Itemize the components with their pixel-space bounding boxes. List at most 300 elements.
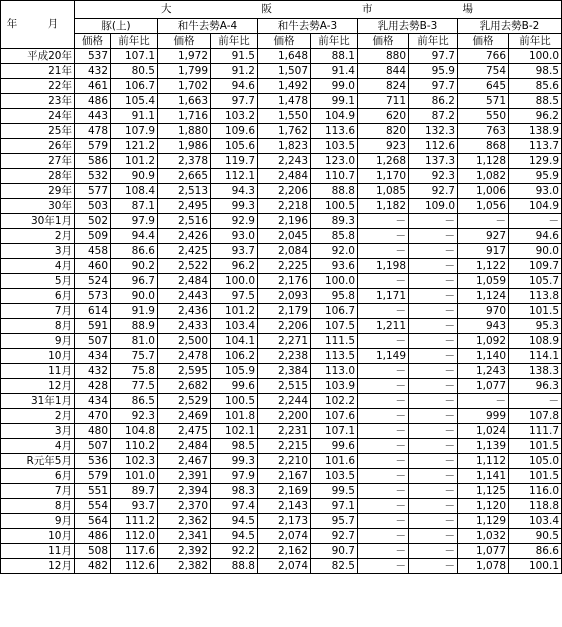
yoy-cell: 108.4 — [111, 184, 158, 199]
yoy-cell: 102.2 — [311, 394, 358, 409]
price-cell: 508 — [75, 544, 111, 559]
price-cell: － — [358, 394, 409, 409]
price-cell: 917 — [458, 244, 509, 259]
yoy-cell: 86.5 — [111, 394, 158, 409]
price-cell: 763 — [458, 124, 509, 139]
yoy-cell: 101.2 — [111, 154, 158, 169]
yoy-cell: 100.0 — [311, 274, 358, 289]
price-cell: 1,972 — [158, 49, 211, 64]
price-cell: 1,006 — [458, 184, 509, 199]
yoy-cell: 108.9 — [509, 334, 562, 349]
yoy-cell: － — [409, 469, 458, 484]
row-label: 7月 — [1, 304, 75, 319]
yoy-cell: 103.4 — [509, 514, 562, 529]
price-cell: － — [358, 454, 409, 469]
row-label: 12月 — [1, 379, 75, 394]
price-cell: 1,171 — [358, 289, 409, 304]
price-cell: 2,513 — [158, 184, 211, 199]
yoy-cell: － — [409, 214, 458, 229]
yoy-cell: 97.7 — [409, 49, 458, 64]
price-cell: 923 — [358, 139, 409, 154]
price-cell: 2,215 — [258, 439, 311, 454]
yoy-cell: － — [509, 214, 562, 229]
price-cell: 2,196 — [258, 214, 311, 229]
price-cell: 2,074 — [258, 559, 311, 574]
price-cell: 2,475 — [158, 424, 211, 439]
market-char: 市 — [362, 3, 375, 15]
yoy-cell: － — [409, 559, 458, 574]
price-cell: 2,341 — [158, 529, 211, 544]
yoy-cell: 93.7 — [111, 499, 158, 514]
price-cell: 1,663 — [158, 94, 211, 109]
price-cell: 2,391 — [158, 469, 211, 484]
price-cell: 880 — [358, 49, 409, 64]
yoy-cell: － — [409, 244, 458, 259]
yoy-cell: 92.9 — [211, 214, 258, 229]
price-cell: 579 — [75, 469, 111, 484]
price-cell: 1,059 — [458, 274, 509, 289]
row-label: 24年 — [1, 109, 75, 124]
price-cell: 1,478 — [258, 94, 311, 109]
price-cell: 524 — [75, 274, 111, 289]
price-cell: 2,271 — [258, 334, 311, 349]
price-cell: 2,467 — [158, 454, 211, 469]
table-row — [1, 244, 562, 259]
price-cell: 2,484 — [258, 169, 311, 184]
table-row — [1, 454, 562, 469]
price-cell: 1,986 — [158, 139, 211, 154]
yoy-cell: 99.6 — [211, 379, 258, 394]
price-cell: 2,665 — [158, 169, 211, 184]
yoy-cell: 80.5 — [111, 64, 158, 79]
price-cell: － — [358, 484, 409, 499]
price-cell: 2,243 — [258, 154, 311, 169]
price-cell: 2,478 — [158, 349, 211, 364]
table-row — [1, 529, 562, 544]
group-header: 豚(上) — [75, 19, 158, 34]
price-col-header: 価格 — [75, 34, 111, 49]
price-cell: 537 — [75, 49, 111, 64]
yoy-cell: 106.2 — [211, 349, 258, 364]
yoy-cell: － — [409, 544, 458, 559]
yoy-cell: 107.6 — [311, 409, 358, 424]
price-cell: 2,378 — [158, 154, 211, 169]
market-char: 阪 — [261, 3, 274, 15]
yoy-cell: － — [409, 529, 458, 544]
table-row — [1, 229, 562, 244]
row-label: R元年5月 — [1, 454, 75, 469]
yoy-cell: 94.4 — [111, 229, 158, 244]
table-row — [1, 349, 562, 364]
yoy-cell: 94.6 — [211, 79, 258, 94]
price-cell: － — [358, 424, 409, 439]
yoy-cell: 96.2 — [211, 259, 258, 274]
price-cell: 1,507 — [258, 64, 311, 79]
yoy-col-header: 前年比 — [111, 34, 158, 49]
price-col-header: 価格 — [458, 34, 509, 49]
yoy-cell: 82.5 — [311, 559, 358, 574]
yoy-cell: 100.1 — [509, 559, 562, 574]
yoy-cell: 97.7 — [409, 79, 458, 94]
yoy-cell: 102.3 — [111, 454, 158, 469]
yoy-cell: 87.2 — [409, 109, 458, 124]
yoy-cell: 92.7 — [409, 184, 458, 199]
row-label: 4月 — [1, 439, 75, 454]
price-cell: 2,682 — [158, 379, 211, 394]
yoy-cell: － — [409, 334, 458, 349]
price-cell: 1,139 — [458, 439, 509, 454]
price-cell: 461 — [75, 79, 111, 94]
price-cell: 482 — [75, 559, 111, 574]
yoy-cell: 101.0 — [111, 469, 158, 484]
price-cell: 434 — [75, 394, 111, 409]
price-cell: 1,124 — [458, 289, 509, 304]
price-cell: 1,170 — [358, 169, 409, 184]
price-cell: 970 — [458, 304, 509, 319]
price-cell: 507 — [75, 334, 111, 349]
yoy-cell: － — [409, 349, 458, 364]
yoy-cell: 97.1 — [311, 499, 358, 514]
table-row — [1, 79, 562, 94]
row-label: 2月 — [1, 409, 75, 424]
yoy-cell: 105.9 — [211, 364, 258, 379]
yoy-cell: 88.5 — [509, 94, 562, 109]
price-cell: 1,182 — [358, 199, 409, 214]
group-header: 乳用去勢B-2 — [458, 19, 562, 34]
yoy-cell: 96.2 — [509, 109, 562, 124]
table-row — [1, 514, 562, 529]
yoy-cell: 101.5 — [509, 469, 562, 484]
yoy-cell: 103.5 — [311, 469, 358, 484]
price-cell: 2,433 — [158, 319, 211, 334]
price-cell: 1,056 — [458, 199, 509, 214]
yoy-cell: 89.3 — [311, 214, 358, 229]
yoy-cell: 89.7 — [111, 484, 158, 499]
yoy-cell: 111.2 — [111, 514, 158, 529]
price-cell: 2,093 — [258, 289, 311, 304]
price-cell: 509 — [75, 229, 111, 244]
price-cell: － — [358, 334, 409, 349]
row-label: 26年 — [1, 139, 75, 154]
price-cell: 532 — [75, 169, 111, 184]
yoy-cell: － — [409, 439, 458, 454]
price-cell: 943 — [458, 319, 509, 334]
price-cell: 614 — [75, 304, 111, 319]
yoy-cell: 98.5 — [211, 439, 258, 454]
row-label: 4月 — [1, 259, 75, 274]
yoy-cell: 88.8 — [211, 559, 258, 574]
yoy-cell: 129.9 — [509, 154, 562, 169]
price-cell: 2,045 — [258, 229, 311, 244]
yoy-cell: 113.5 — [311, 349, 358, 364]
yoy-cell: 92.2 — [211, 544, 258, 559]
table-row — [1, 439, 562, 454]
price-cell: 2,436 — [158, 304, 211, 319]
price-cell: － — [358, 229, 409, 244]
price-cell: 1,085 — [358, 184, 409, 199]
price-cell: － — [358, 409, 409, 424]
price-cell: 2,200 — [258, 409, 311, 424]
price-cell: 820 — [358, 124, 409, 139]
price-cell: 2,394 — [158, 484, 211, 499]
yoy-cell: 95.7 — [311, 514, 358, 529]
market-char: 大 — [161, 3, 174, 15]
yoy-cell: 112.6 — [409, 139, 458, 154]
table-row — [1, 559, 562, 574]
yoy-cell: 103.5 — [311, 139, 358, 154]
row-label: 10月 — [1, 349, 75, 364]
yoy-cell: 92.7 — [311, 529, 358, 544]
price-cell: 1,198 — [358, 259, 409, 274]
yoy-cell: 99.3 — [211, 454, 258, 469]
yoy-cell: 77.5 — [111, 379, 158, 394]
table-row — [1, 274, 562, 289]
table-row — [1, 169, 562, 184]
price-cell: 2,210 — [258, 454, 311, 469]
yoy-cell: － — [409, 289, 458, 304]
yoy-cell: 97.4 — [211, 499, 258, 514]
yoy-col-header: 前年比 — [311, 34, 358, 49]
yoy-cell: 112.0 — [111, 529, 158, 544]
price-cell: 2,143 — [258, 499, 311, 514]
yoy-cell: 94.5 — [211, 514, 258, 529]
yoy-cell: 85.8 — [311, 229, 358, 244]
row-label: 29年 — [1, 184, 75, 199]
group-header: 乳用去勢B-3 — [358, 19, 458, 34]
row-label: 12月 — [1, 559, 75, 574]
price-cell: 554 — [75, 499, 111, 514]
price-cell: 1,120 — [458, 499, 509, 514]
yoy-cell: 97.5 — [211, 289, 258, 304]
yoy-cell: 95.8 — [311, 289, 358, 304]
price-cell: 2,595 — [158, 364, 211, 379]
yoy-cell: － — [409, 454, 458, 469]
yoy-cell: － — [409, 229, 458, 244]
price-cell: 428 — [75, 379, 111, 394]
price-cell: 2,382 — [158, 559, 211, 574]
yoy-cell: 85.6 — [509, 79, 562, 94]
price-cell: 2,515 — [258, 379, 311, 394]
yoy-cell: 96.3 — [509, 379, 562, 394]
row-label: 11月 — [1, 364, 75, 379]
price-cell: 2,167 — [258, 469, 311, 484]
price-cell: － — [458, 394, 509, 409]
row-label: 22年 — [1, 79, 75, 94]
price-cell: 1,141 — [458, 469, 509, 484]
yoy-cell: 91.9 — [111, 304, 158, 319]
price-cell: 551 — [75, 484, 111, 499]
yoy-cell: － — [409, 514, 458, 529]
yoy-cell: 109.0 — [409, 199, 458, 214]
yoy-cell: 91.1 — [111, 109, 158, 124]
yoy-cell: － — [409, 304, 458, 319]
price-cell: 2,206 — [258, 184, 311, 199]
price-cell: 1,702 — [158, 79, 211, 94]
price-cell: 766 — [458, 49, 509, 64]
price-cell: 1,092 — [458, 334, 509, 349]
yoy-cell: 101.6 — [311, 454, 358, 469]
yoy-cell: 100.5 — [211, 394, 258, 409]
yoy-cell: 97.9 — [111, 214, 158, 229]
price-cell: 2,392 — [158, 544, 211, 559]
price-cell: 1,077 — [458, 379, 509, 394]
row-label: 8月 — [1, 319, 75, 334]
price-cell: 2,500 — [158, 334, 211, 349]
table-row — [1, 124, 562, 139]
yoy-cell: 109.7 — [509, 259, 562, 274]
yoy-cell: 106.7 — [111, 79, 158, 94]
price-cell: － — [358, 274, 409, 289]
yoy-cell: 101.8 — [211, 409, 258, 424]
price-cell: 2,426 — [158, 229, 211, 244]
row-label: 28年 — [1, 169, 75, 184]
table-row — [1, 94, 562, 109]
table-row — [1, 394, 562, 409]
price-cell: 458 — [75, 244, 111, 259]
yoy-cell: 92.3 — [409, 169, 458, 184]
yoy-cell: 75.7 — [111, 349, 158, 364]
table-row — [1, 364, 562, 379]
yoy-cell: 95.9 — [509, 169, 562, 184]
price-col-header: 価格 — [258, 34, 311, 49]
table-row — [1, 184, 562, 199]
yoy-cell: 86.6 — [509, 544, 562, 559]
price-cell: 1,716 — [158, 109, 211, 124]
yoy-cell: 86.2 — [409, 94, 458, 109]
market-header — [75, 1, 562, 19]
yoy-cell: － — [409, 409, 458, 424]
row-label: 9月 — [1, 334, 75, 349]
yoy-cell: 105.4 — [111, 94, 158, 109]
yoy-cell: 112.1 — [211, 169, 258, 184]
yoy-cell: 137.3 — [409, 154, 458, 169]
yoy-cell: 105.6 — [211, 139, 258, 154]
row-label: 平成20年 — [1, 49, 75, 64]
yoy-cell: － — [409, 499, 458, 514]
table-row — [1, 49, 562, 64]
table-row — [1, 259, 562, 274]
price-cell: 2,484 — [158, 439, 211, 454]
table-row — [1, 484, 562, 499]
yoy-col-header: 前年比 — [211, 34, 258, 49]
yoy-cell: 96.7 — [111, 274, 158, 289]
yoy-cell: 138.3 — [509, 364, 562, 379]
yoy-cell: － — [409, 274, 458, 289]
yoy-cell: 90.7 — [311, 544, 358, 559]
price-cell: 434 — [75, 349, 111, 364]
price-cell: 620 — [358, 109, 409, 124]
yoy-cell: 106.7 — [311, 304, 358, 319]
row-label: 21年 — [1, 64, 75, 79]
price-cell: 1,268 — [358, 154, 409, 169]
yoy-cell: 88.8 — [311, 184, 358, 199]
yoy-cell: 98.5 — [509, 64, 562, 79]
price-cell: 443 — [75, 109, 111, 124]
price-cell: 999 — [458, 409, 509, 424]
yoy-cell: 93.0 — [211, 229, 258, 244]
price-cell: 1,243 — [458, 364, 509, 379]
row-label: 8月 — [1, 499, 75, 514]
yoy-cell: 116.0 — [509, 484, 562, 499]
price-cell: 460 — [75, 259, 111, 274]
yoy-cell: 91.2 — [211, 64, 258, 79]
price-cell: 645 — [458, 79, 509, 94]
yoy-cell: 90.9 — [111, 169, 158, 184]
yoy-cell: － — [409, 424, 458, 439]
table-row — [1, 289, 562, 304]
row-label: 27年 — [1, 154, 75, 169]
yoy-cell: 100.5 — [311, 199, 358, 214]
table-row — [1, 199, 562, 214]
price-cell: 2,084 — [258, 244, 311, 259]
price-cell: 2,206 — [258, 319, 311, 334]
price-cell: 470 — [75, 409, 111, 424]
yoy-cell: 101.5 — [509, 304, 562, 319]
price-cell: 1,024 — [458, 424, 509, 439]
price-cell: 1,140 — [458, 349, 509, 364]
yoy-cell: 112.6 — [111, 559, 158, 574]
yoy-cell: 99.5 — [311, 484, 358, 499]
yoy-cell: 93.6 — [311, 259, 358, 274]
price-cell: 2,231 — [258, 424, 311, 439]
price-cell: 927 — [458, 229, 509, 244]
row-label: 6月 — [1, 469, 75, 484]
price-cell: 486 — [75, 94, 111, 109]
table-row — [1, 469, 562, 484]
price-cell: 591 — [75, 319, 111, 334]
row-label: 3月 — [1, 244, 75, 259]
yoy-cell: 88.9 — [111, 319, 158, 334]
price-cell: 844 — [358, 64, 409, 79]
yoy-cell: 110.7 — [311, 169, 358, 184]
price-cell: 2,176 — [258, 274, 311, 289]
yoy-cell: 88.1 — [311, 49, 358, 64]
yoy-cell: 94.5 — [211, 529, 258, 544]
price-col-header: 価格 — [358, 34, 409, 49]
yoy-cell: 105.7 — [509, 274, 562, 289]
yoy-cell: － — [509, 394, 562, 409]
price-cell: 1,129 — [458, 514, 509, 529]
yoy-cell: 104.8 — [111, 424, 158, 439]
yoy-col-header: 前年比 — [409, 34, 458, 49]
yoy-cell: 132.3 — [409, 124, 458, 139]
yoy-cell: 90.2 — [111, 259, 158, 274]
price-cell: － — [358, 379, 409, 394]
price-cell: 2,173 — [258, 514, 311, 529]
year-month-header: 年 月 — [1, 1, 75, 49]
price-cell: 2,384 — [258, 364, 311, 379]
price-cell: 503 — [75, 199, 111, 214]
yoy-cell: 95.9 — [409, 64, 458, 79]
table-row — [1, 379, 562, 394]
price-cell: 2,362 — [158, 514, 211, 529]
yoy-cell: 114.1 — [509, 349, 562, 364]
price-cell: 432 — [75, 64, 111, 79]
price-cell: 1,122 — [458, 259, 509, 274]
price-cell: 2,516 — [158, 214, 211, 229]
price-cell: 1,492 — [258, 79, 311, 94]
price-cell: 824 — [358, 79, 409, 94]
price-cell: － — [358, 544, 409, 559]
row-label: 5月 — [1, 274, 75, 289]
price-cell: 571 — [458, 94, 509, 109]
price-cell: 478 — [75, 124, 111, 139]
yoy-cell: 107.9 — [111, 124, 158, 139]
yoy-cell: 92.0 — [311, 244, 358, 259]
price-cell: 2,225 — [258, 259, 311, 274]
yoy-cell: 123.0 — [311, 154, 358, 169]
price-cell: 2,179 — [258, 304, 311, 319]
